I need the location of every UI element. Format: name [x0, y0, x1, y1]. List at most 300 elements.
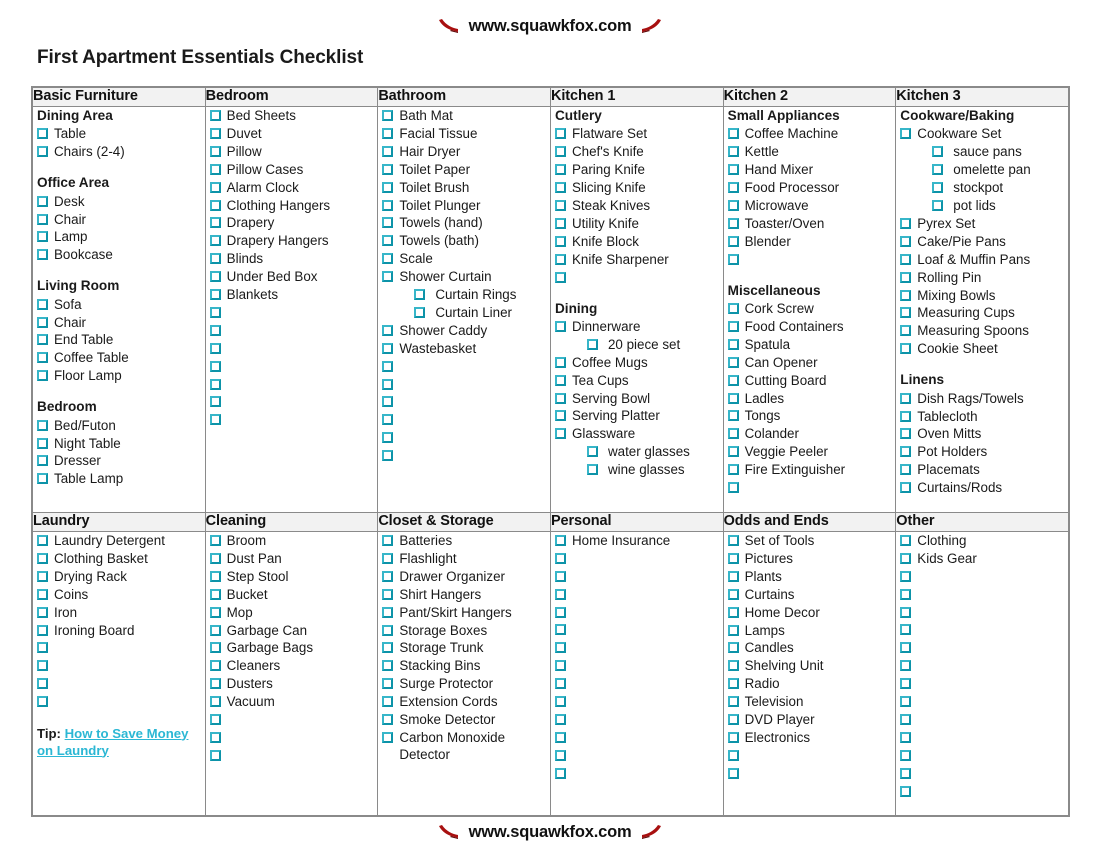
checkbox-icon[interactable]	[900, 732, 911, 743]
checklist-item[interactable]	[896, 425, 1068, 442]
checkbox-icon[interactable]	[382, 396, 393, 407]
checklist-item-blank[interactable]	[896, 765, 1068, 782]
checkbox-icon[interactable]	[555, 375, 566, 386]
checkbox-icon[interactable]	[555, 428, 566, 439]
checkbox-icon[interactable]	[382, 660, 393, 671]
checklist-item-blank[interactable]	[896, 621, 1068, 638]
checklist-item-blank[interactable]	[896, 604, 1068, 621]
checkbox-icon[interactable]	[382, 361, 393, 372]
checklist-item-blank[interactable]	[896, 747, 1068, 764]
checkbox-icon[interactable]	[555, 535, 566, 546]
checklist-item[interactable]	[206, 161, 378, 178]
checklist-item[interactable]	[896, 390, 1068, 407]
checklist-item[interactable]	[551, 197, 723, 214]
checklist-item[interactable]	[724, 568, 896, 585]
checklist-item[interactable]	[33, 417, 205, 434]
checklist-item[interactable]	[378, 729, 550, 764]
checklist-item[interactable]	[551, 443, 723, 460]
checkbox-icon[interactable]	[210, 343, 221, 354]
checkbox-icon[interactable]	[555, 272, 566, 283]
checklist-item-blank[interactable]	[896, 639, 1068, 656]
checkbox-icon[interactable]	[728, 750, 739, 761]
checklist-item[interactable]	[33, 367, 205, 384]
checkbox-icon[interactable]	[210, 696, 221, 707]
checkbox-icon[interactable]	[210, 660, 221, 671]
checkbox-icon[interactable]	[728, 357, 739, 368]
checklist-item[interactable]	[896, 125, 1068, 142]
checklist-item[interactable]	[724, 711, 896, 728]
checklist-item[interactable]	[724, 586, 896, 603]
checklist-item[interactable]	[378, 657, 550, 674]
checkbox-icon[interactable]	[900, 236, 911, 247]
checkbox-icon[interactable]	[555, 236, 566, 247]
checkbox-icon[interactable]	[37, 420, 48, 431]
checklist-item-blank[interactable]	[206, 711, 378, 728]
checklist-item[interactable]	[378, 340, 550, 357]
checklist-item[interactable]	[378, 268, 550, 285]
checklist-item[interactable]	[724, 215, 896, 232]
checklist-item-blank[interactable]	[206, 411, 378, 428]
checkbox-icon[interactable]	[382, 607, 393, 618]
checklist-item-blank[interactable]	[206, 304, 378, 321]
checklist-item[interactable]	[206, 125, 378, 142]
checkbox-icon[interactable]	[900, 428, 911, 439]
checklist-item[interactable]	[206, 143, 378, 160]
checkbox-icon[interactable]	[210, 589, 221, 600]
checklist-item[interactable]	[896, 550, 1068, 567]
checkbox-icon[interactable]	[37, 642, 48, 653]
checklist-item[interactable]	[724, 125, 896, 142]
checkbox-icon[interactable]	[587, 339, 598, 350]
checklist-item[interactable]	[33, 296, 205, 313]
checklist-item[interactable]	[206, 550, 378, 567]
checklist-item-blank[interactable]	[551, 675, 723, 692]
checkbox-icon[interactable]	[555, 678, 566, 689]
checklist-item[interactable]	[378, 639, 550, 656]
checkbox-icon[interactable]	[900, 307, 911, 318]
checklist-item[interactable]	[378, 532, 550, 549]
checklist-item-blank[interactable]	[378, 411, 550, 428]
checklist-item-blank[interactable]	[551, 711, 723, 728]
checkbox-icon[interactable]	[728, 732, 739, 743]
checkbox-icon[interactable]	[382, 589, 393, 600]
laundry-tip-link[interactable]: How to Save Money on Laundry	[37, 725, 189, 758]
checkbox-icon[interactable]	[210, 732, 221, 743]
checkbox-icon[interactable]	[210, 535, 221, 546]
checklist-item-blank[interactable]	[33, 657, 205, 674]
checklist-item[interactable]	[378, 586, 550, 603]
checkbox-icon[interactable]	[382, 325, 393, 336]
checklist-item[interactable]	[896, 479, 1068, 496]
checkbox-icon[interactable]	[728, 642, 739, 653]
checklist-item[interactable]	[378, 125, 550, 142]
checklist-item[interactable]	[378, 286, 550, 303]
checklist-item[interactable]	[33, 349, 205, 366]
checklist-item[interactable]	[551, 179, 723, 196]
checkbox-icon[interactable]	[210, 128, 221, 139]
checkbox-icon[interactable]	[382, 164, 393, 175]
checklist-item[interactable]	[206, 250, 378, 267]
checkbox-icon[interactable]	[382, 535, 393, 546]
checkbox-icon[interactable]	[37, 299, 48, 310]
checklist-item-blank[interactable]	[551, 747, 723, 764]
checklist-item[interactable]	[724, 161, 896, 178]
checklist-item[interactable]	[378, 693, 550, 710]
checklist-item-blank[interactable]	[551, 586, 723, 603]
checkbox-icon[interactable]	[37, 370, 48, 381]
checklist-item-blank[interactable]	[896, 693, 1068, 710]
checkbox-icon[interactable]	[37, 352, 48, 363]
checklist-item[interactable]	[551, 251, 723, 268]
checkbox-icon[interactable]	[37, 473, 48, 484]
checklist-item[interactable]	[33, 622, 205, 639]
checklist-item-blank[interactable]	[33, 639, 205, 656]
checklist-item[interactable]	[896, 179, 1068, 196]
checklist-item[interactable]	[724, 143, 896, 160]
checklist-item[interactable]	[206, 107, 378, 124]
checklist-item[interactable]	[378, 143, 550, 160]
checklist-item[interactable]	[33, 568, 205, 585]
checkbox-icon[interactable]	[587, 464, 598, 475]
checkbox-icon[interactable]	[555, 732, 566, 743]
checklist-item[interactable]	[724, 407, 896, 424]
checklist-item-blank[interactable]	[206, 376, 378, 393]
checklist-item[interactable]	[378, 197, 550, 214]
checkbox-icon[interactable]	[210, 200, 221, 211]
checkbox-icon[interactable]	[900, 343, 911, 354]
checklist-item[interactable]	[724, 461, 896, 478]
checklist-item[interactable]	[551, 372, 723, 389]
checklist-item[interactable]	[896, 408, 1068, 425]
checkbox-icon[interactable]	[728, 464, 739, 475]
checklist-item-blank[interactable]	[896, 586, 1068, 603]
checklist-item[interactable]	[896, 161, 1068, 178]
checkbox-icon[interactable]	[728, 589, 739, 600]
checkbox-icon[interactable]	[900, 660, 911, 671]
checklist-item[interactable]	[896, 340, 1068, 357]
checklist-item[interactable]	[378, 550, 550, 567]
checklist-item[interactable]	[206, 693, 378, 710]
checklist-item-blank[interactable]	[551, 568, 723, 585]
checklist-item[interactable]	[206, 675, 378, 692]
checkbox-icon[interactable]	[37, 553, 48, 564]
checkbox-icon[interactable]	[37, 231, 48, 242]
checkbox-icon[interactable]	[210, 625, 221, 636]
checkbox-icon[interactable]	[587, 446, 598, 457]
checklist-item[interactable]	[206, 586, 378, 603]
checkbox-icon[interactable]	[210, 235, 221, 246]
checkbox-icon[interactable]	[37, 334, 48, 345]
checklist-item[interactable]	[724, 372, 896, 389]
checkbox-icon[interactable]	[210, 750, 221, 761]
checklist-item[interactable]	[896, 215, 1068, 232]
checkbox-icon[interactable]	[210, 146, 221, 157]
checkbox-icon[interactable]	[555, 128, 566, 139]
checklist-item-blank[interactable]	[378, 358, 550, 375]
checklist-item[interactable]	[33, 331, 205, 348]
checklist-item-blank[interactable]	[206, 322, 378, 339]
checklist-item[interactable]	[551, 336, 723, 353]
checklist-item[interactable]	[378, 622, 550, 639]
checkbox-icon[interactable]	[728, 182, 739, 193]
checklist-item[interactable]	[551, 461, 723, 478]
checkbox-icon[interactable]	[555, 607, 566, 618]
checklist-item[interactable]	[33, 211, 205, 228]
checklist-item[interactable]	[33, 435, 205, 452]
checklist-item[interactable]	[206, 232, 378, 249]
checkbox-icon[interactable]	[210, 379, 221, 390]
checkbox-icon[interactable]	[210, 414, 221, 425]
checkbox-icon[interactable]	[37, 625, 48, 636]
checklist-item-blank[interactable]	[896, 675, 1068, 692]
checkbox-icon[interactable]	[728, 571, 739, 582]
checkbox-icon[interactable]	[382, 271, 393, 282]
checklist-item[interactable]	[206, 268, 378, 285]
checkbox-icon[interactable]	[37, 678, 48, 689]
checklist-item[interactable]	[551, 407, 723, 424]
checkbox-icon[interactable]	[555, 696, 566, 707]
checklist-item[interactable]	[724, 622, 896, 639]
checklist-item-blank[interactable]	[551, 269, 723, 286]
checklist-item[interactable]	[551, 143, 723, 160]
checkbox-icon[interactable]	[728, 625, 739, 636]
checkbox-icon[interactable]	[932, 164, 943, 175]
checkbox-icon[interactable]	[728, 164, 739, 175]
checkbox-icon[interactable]	[900, 482, 911, 493]
checklist-item[interactable]	[896, 304, 1068, 321]
checklist-item-blank[interactable]	[896, 711, 1068, 728]
checkbox-icon[interactable]	[728, 768, 739, 779]
checklist-item[interactable]	[896, 143, 1068, 160]
checklist-item[interactable]	[724, 693, 896, 710]
checkbox-icon[interactable]	[555, 254, 566, 265]
checklist-item[interactable]	[206, 179, 378, 196]
checkbox-icon[interactable]	[382, 414, 393, 425]
checkbox-icon[interactable]	[728, 446, 739, 457]
checkbox-icon[interactable]	[555, 571, 566, 582]
checklist-item[interactable]	[551, 532, 723, 549]
checklist-item-blank[interactable]	[896, 783, 1068, 800]
checklist-item[interactable]	[724, 657, 896, 674]
checkbox-icon[interactable]	[900, 411, 911, 422]
checkbox-icon[interactable]	[900, 325, 911, 336]
checklist-item[interactable]	[378, 179, 550, 196]
checkbox-icon[interactable]	[210, 271, 221, 282]
checkbox-icon[interactable]	[37, 660, 48, 671]
checkbox-icon[interactable]	[728, 696, 739, 707]
checkbox-icon[interactable]	[382, 432, 393, 443]
checklist-item[interactable]	[33, 604, 205, 621]
checkbox-icon[interactable]	[555, 642, 566, 653]
checkbox-icon[interactable]	[382, 696, 393, 707]
checklist-item-blank[interactable]	[551, 639, 723, 656]
checkbox-icon[interactable]	[728, 303, 739, 314]
checkbox-icon[interactable]	[382, 714, 393, 725]
checkbox-icon[interactable]	[728, 236, 739, 247]
checklist-item-blank[interactable]	[551, 550, 723, 567]
checkbox-icon[interactable]	[382, 128, 393, 139]
checkbox-icon[interactable]	[382, 343, 393, 354]
checkbox-icon[interactable]	[210, 553, 221, 564]
checkbox-icon[interactable]	[210, 182, 221, 193]
checklist-item[interactable]	[378, 250, 550, 267]
checklist-item[interactable]	[206, 622, 378, 639]
checkbox-icon[interactable]	[37, 249, 48, 260]
checklist-item[interactable]	[378, 568, 550, 585]
checkbox-icon[interactable]	[900, 678, 911, 689]
checklist-item-blank[interactable]	[33, 693, 205, 710]
checkbox-icon[interactable]	[555, 660, 566, 671]
checkbox-icon[interactable]	[37, 146, 48, 157]
checkbox-icon[interactable]	[900, 128, 911, 139]
checklist-item[interactable]	[551, 125, 723, 142]
checkbox-icon[interactable]	[900, 750, 911, 761]
checkbox-icon[interactable]	[932, 182, 943, 193]
checklist-item-blank[interactable]	[206, 747, 378, 764]
checkbox-icon[interactable]	[900, 272, 911, 283]
checkbox-icon[interactable]	[900, 254, 911, 265]
checkbox-icon[interactable]	[382, 253, 393, 264]
checkbox-icon[interactable]	[382, 450, 393, 461]
checkbox-icon[interactable]	[728, 553, 739, 564]
checkbox-icon[interactable]	[900, 642, 911, 653]
checklist-item-blank[interactable]	[551, 604, 723, 621]
checklist-item-blank[interactable]	[724, 747, 896, 764]
checkbox-icon[interactable]	[555, 200, 566, 211]
checklist-item[interactable]	[206, 639, 378, 656]
checkbox-icon[interactable]	[555, 624, 566, 635]
checkbox-icon[interactable]	[900, 393, 911, 404]
checkbox-icon[interactable]	[37, 589, 48, 600]
checkbox-icon[interactable]	[728, 375, 739, 386]
checklist-item[interactable]	[724, 179, 896, 196]
checklist-item[interactable]	[378, 161, 550, 178]
checkbox-icon[interactable]	[728, 339, 739, 350]
checklist-item[interactable]	[896, 287, 1068, 304]
checklist-item[interactable]	[378, 214, 550, 231]
checkbox-icon[interactable]	[414, 307, 425, 318]
checkbox-icon[interactable]	[37, 214, 48, 225]
checkbox-icon[interactable]	[210, 217, 221, 228]
checklist-item[interactable]	[724, 233, 896, 250]
checkbox-icon[interactable]	[210, 289, 221, 300]
checkbox-icon[interactable]	[555, 357, 566, 368]
checkbox-icon[interactable]	[382, 642, 393, 653]
checklist-item-blank[interactable]	[206, 358, 378, 375]
checklist-item[interactable]	[551, 425, 723, 442]
checklist-item[interactable]	[724, 729, 896, 746]
checklist-item[interactable]	[33, 550, 205, 567]
checkbox-icon[interactable]	[382, 235, 393, 246]
checkbox-icon[interactable]	[37, 128, 48, 139]
checkbox-icon[interactable]	[210, 714, 221, 725]
checkbox-icon[interactable]	[37, 571, 48, 582]
checklist-item[interactable]	[551, 354, 723, 371]
checklist-item[interactable]	[378, 322, 550, 339]
checklist-item[interactable]	[724, 425, 896, 442]
checklist-item[interactable]	[33, 228, 205, 245]
checkbox-icon[interactable]	[900, 768, 911, 779]
checkbox-icon[interactable]	[382, 182, 393, 193]
checkbox-icon[interactable]	[37, 317, 48, 328]
checklist-item[interactable]	[206, 604, 378, 621]
checklist-item[interactable]	[724, 639, 896, 656]
checkbox-icon[interactable]	[555, 553, 566, 564]
checklist-item-blank[interactable]	[724, 251, 896, 268]
checkbox-icon[interactable]	[210, 642, 221, 653]
checkbox-icon[interactable]	[382, 200, 393, 211]
checklist-item[interactable]	[378, 675, 550, 692]
checkbox-icon[interactable]	[210, 164, 221, 175]
checkbox-icon[interactable]	[382, 217, 393, 228]
checkbox-icon[interactable]	[555, 714, 566, 725]
checklist-item[interactable]	[206, 568, 378, 585]
checklist-item-blank[interactable]	[896, 568, 1068, 585]
checkbox-icon[interactable]	[900, 553, 911, 564]
checklist-item[interactable]	[724, 550, 896, 567]
checklist-item[interactable]	[551, 161, 723, 178]
checklist-item-blank[interactable]	[896, 729, 1068, 746]
checkbox-icon[interactable]	[900, 714, 911, 725]
checklist-item[interactable]	[33, 532, 205, 549]
checkbox-icon[interactable]	[37, 455, 48, 466]
checklist-item-blank[interactable]	[206, 340, 378, 357]
checkbox-icon[interactable]	[555, 768, 566, 779]
checklist-item[interactable]	[724, 354, 896, 371]
checklist-item[interactable]	[896, 461, 1068, 478]
checkbox-icon[interactable]	[555, 750, 566, 761]
checklist-item[interactable]	[896, 443, 1068, 460]
checkbox-icon[interactable]	[210, 396, 221, 407]
checklist-item[interactable]	[206, 214, 378, 231]
checklist-item-blank[interactable]	[551, 693, 723, 710]
checklist-item-blank[interactable]	[551, 657, 723, 674]
checkbox-icon[interactable]	[932, 146, 943, 157]
checkbox-icon[interactable]	[555, 410, 566, 421]
checklist-item[interactable]	[33, 586, 205, 603]
checkbox-icon[interactable]	[728, 321, 739, 332]
checklist-item[interactable]	[33, 246, 205, 263]
checklist-item[interactable]	[896, 233, 1068, 250]
checkbox-icon[interactable]	[900, 786, 911, 797]
checklist-item[interactable]	[551, 318, 723, 335]
checkbox-icon[interactable]	[728, 254, 739, 265]
checklist-item-blank[interactable]	[896, 657, 1068, 674]
checkbox-icon[interactable]	[382, 571, 393, 582]
checklist-item-blank[interactable]	[551, 621, 723, 638]
checkbox-icon[interactable]	[900, 571, 911, 582]
checkbox-icon[interactable]	[728, 660, 739, 671]
checkbox-icon[interactable]	[728, 428, 739, 439]
checklist-item[interactable]	[378, 232, 550, 249]
checklist-item[interactable]	[206, 657, 378, 674]
checklist-item[interactable]	[724, 604, 896, 621]
checklist-item[interactable]	[724, 318, 896, 335]
checklist-item[interactable]	[724, 443, 896, 460]
checkbox-icon[interactable]	[728, 128, 739, 139]
checkbox-icon[interactable]	[900, 624, 911, 635]
checklist-item-blank[interactable]	[551, 765, 723, 782]
checkbox-icon[interactable]	[555, 164, 566, 175]
checklist-item[interactable]	[378, 604, 550, 621]
checklist-item[interactable]	[33, 452, 205, 469]
checkbox-icon[interactable]	[37, 696, 48, 707]
checkbox-icon[interactable]	[382, 678, 393, 689]
checklist-item[interactable]	[206, 286, 378, 303]
checkbox-icon[interactable]	[210, 253, 221, 264]
checklist-item-blank[interactable]	[378, 393, 550, 410]
checkbox-icon[interactable]	[382, 110, 393, 121]
